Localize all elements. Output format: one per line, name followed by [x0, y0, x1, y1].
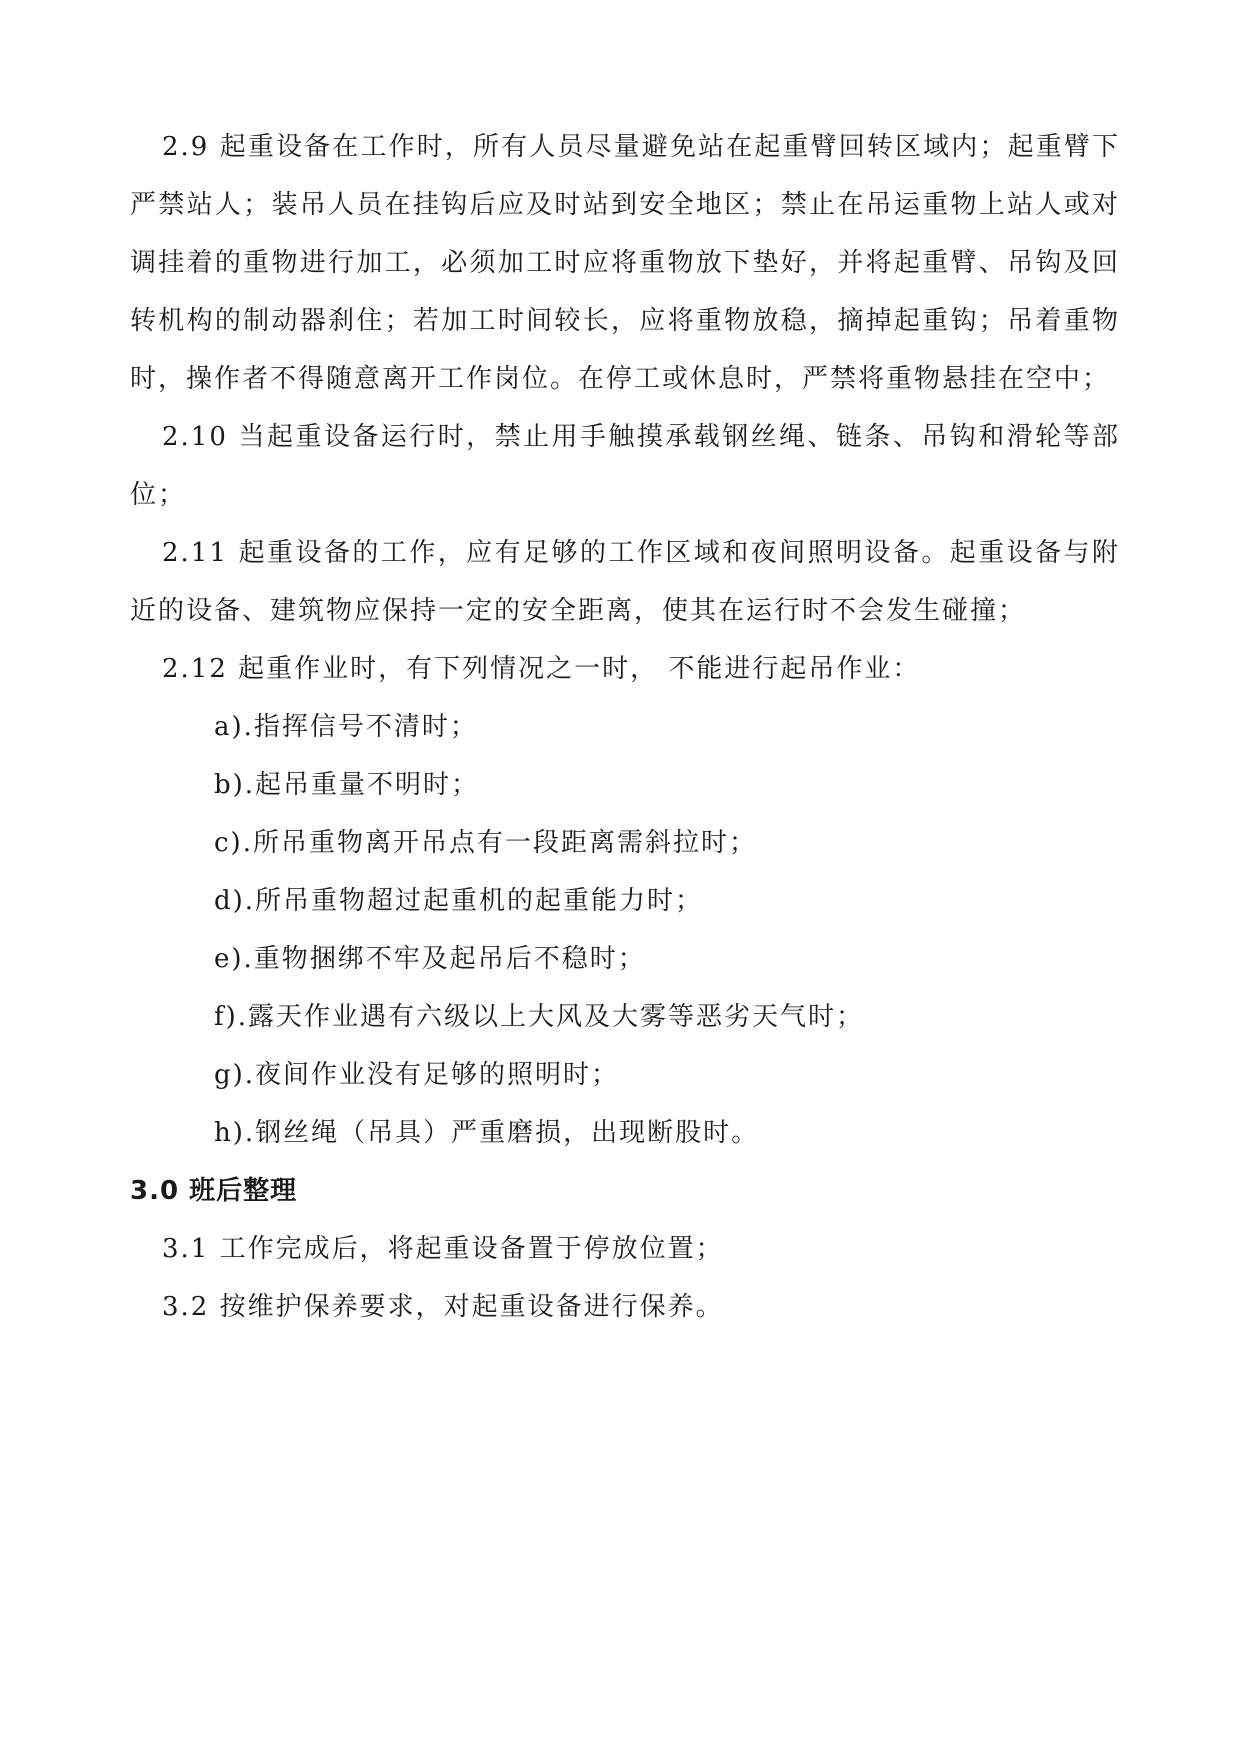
clause-2-11: 2.11 起重设备的工作，应有足够的工作区域和夜间照明设备。起重设备与附近的设备、建筑物应保持一定的安全距离，使其在运行时不会发生碰撞； — [130, 538, 1120, 626]
clause-2-12: 2.12 起重作业时，有下列情况之一时， 不能进行起吊作业： — [162, 654, 921, 684]
document-body — [130, 118, 1120, 1336]
clause-2-10: 2.10 当起重设备运行时，禁止用手触摸承载钢丝绳、链条、吊钩和滑轮等部位； — [130, 422, 1120, 510]
clause-3-1: 3.1 工作完成后，将起重设备置于停放位置； — [162, 1234, 724, 1264]
list-item-d: d).所吊重物超过起重机的起重能力时； — [214, 886, 704, 916]
section-heading-3: 3.0 班后整理 — [130, 1176, 298, 1206]
list-item-f: f).露天作业遇有六级以上大风及大雾等恶劣天气时； — [214, 1002, 865, 1032]
list-item-a: a).指挥信号不清时； — [214, 712, 478, 742]
clause-2-9: 2.9 起重设备在工作时，所有人员尽量避免站在起重臂回转区域内；起重臂下严禁站人；装吊人员在挂钩后应及时站到安全地区；禁止在吊运重物上站人或对调挂着的重物进行加工，必须加工时应将重物放下垫好，并将起重臂、吊钩及回转机构的制动器刹住；若加工时间较长，应将重物放稳，摘掉起重钩；吊着重物时，操作者不得随意离开工作岗位。在停工或休息时，严禁将重物悬挂在空中； — [130, 132, 1120, 394]
list-item-c: c).所吊重物离开吊点有一段距离需斜拉时； — [214, 828, 757, 858]
list-item-b: b).起吊重量不明时； — [214, 770, 480, 800]
list-item-h: h).钢丝绳（吊具）严重磨损，出现断股时。 — [214, 1118, 760, 1148]
list-item-e: e).重物捆绑不牢及起吊后不稳时； — [214, 944, 646, 974]
clause-3-2: 3.2 按维护保养要求，对起重设备进行保养。 — [162, 1292, 724, 1322]
list-item-g: g).夜间作业没有足够的照明时； — [214, 1060, 620, 1090]
